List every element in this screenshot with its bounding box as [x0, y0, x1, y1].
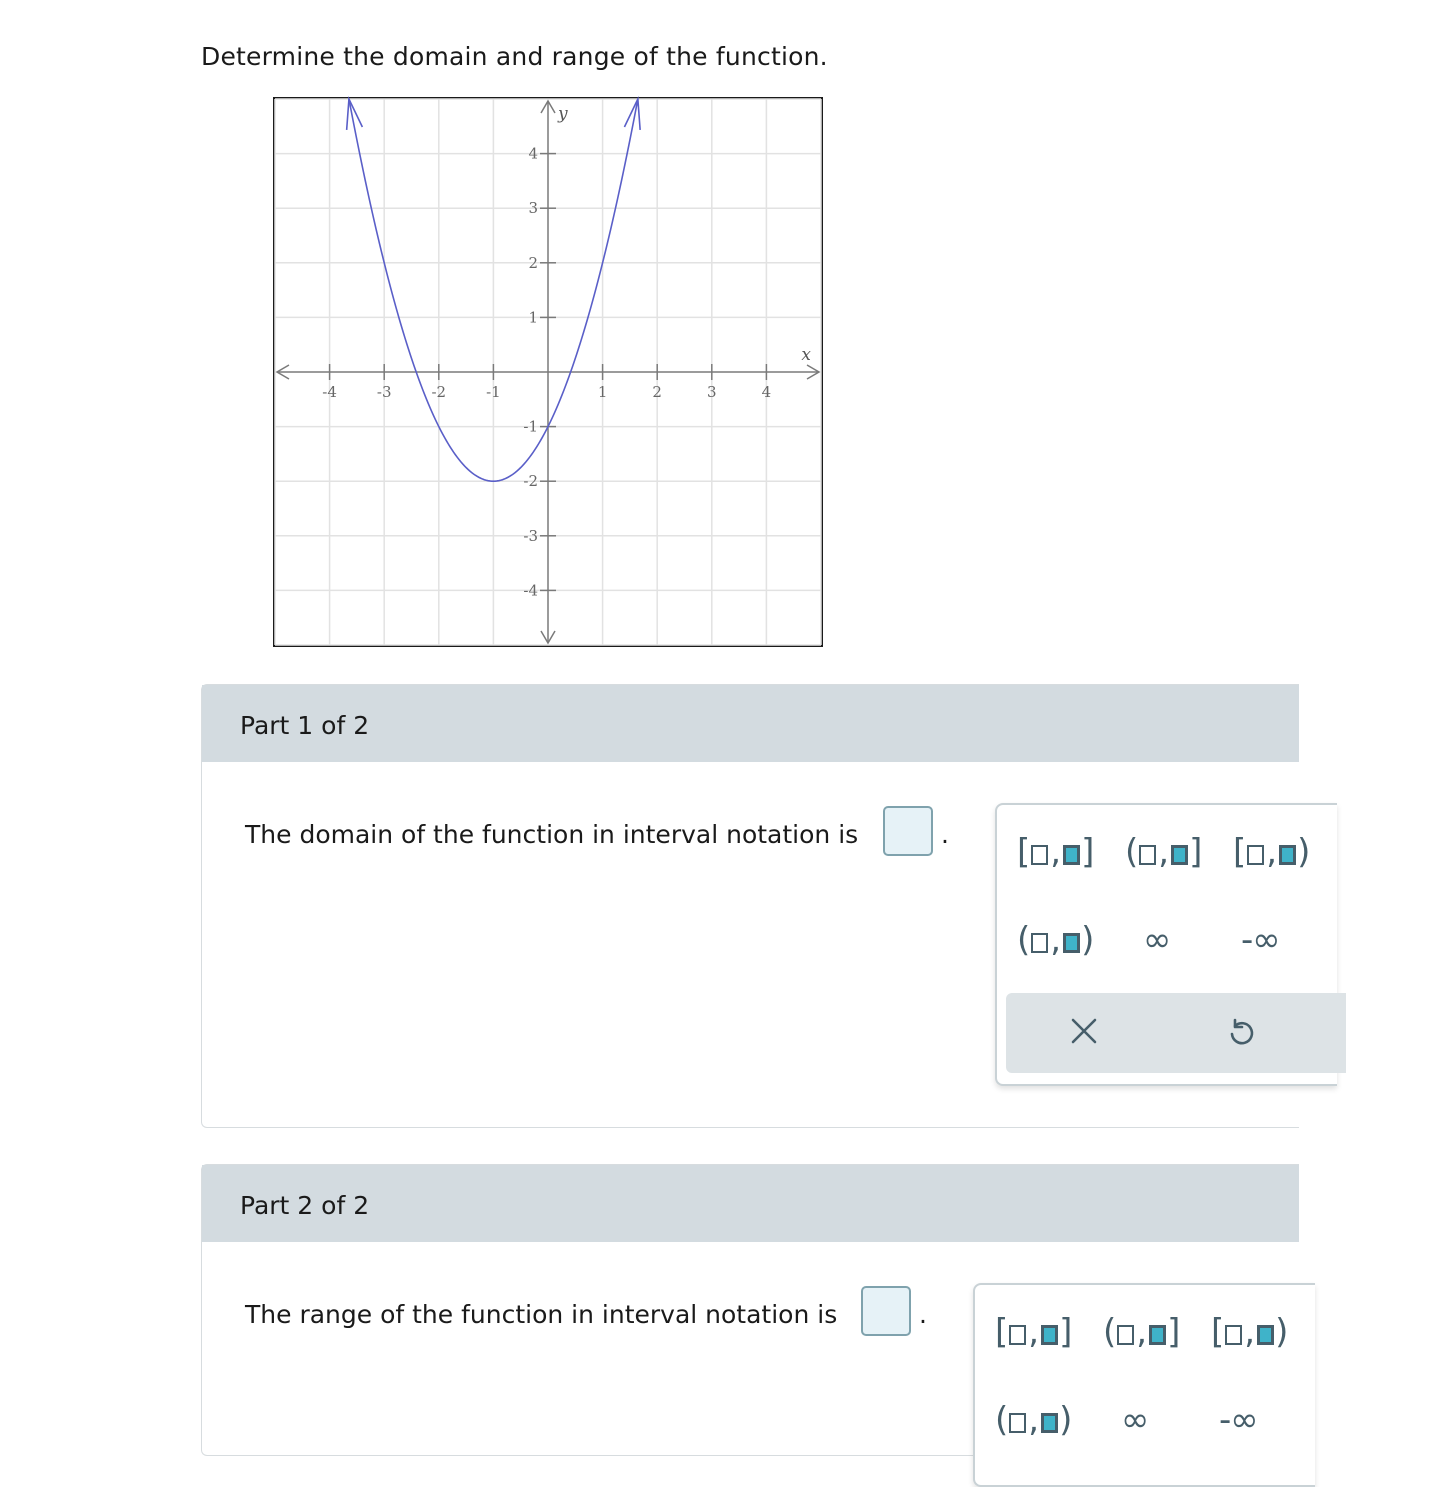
palette-key-closed-closed[interactable]: [ , ]	[995, 1312, 1073, 1352]
x-tick-label: 3	[707, 383, 717, 401]
domain-interval-palette	[995, 803, 1337, 1086]
clear-button[interactable]	[1006, 993, 1166, 1073]
domain-period: .	[941, 820, 949, 849]
close-icon	[1070, 1017, 1098, 1045]
palette-key-open-open[interactable]: ( , )	[1017, 920, 1095, 960]
palette-key-negative-infinity[interactable]: -∞	[1241, 920, 1280, 960]
x-tick-label: -3	[376, 383, 392, 401]
palette-key-closed-closed[interactable]: [ , ]	[1017, 832, 1095, 872]
y-tick-label: 4	[528, 144, 538, 163]
palette-key-open-closed[interactable]: ( , ]	[1125, 832, 1203, 872]
palette-key-negative-infinity[interactable]: -∞	[1219, 1400, 1258, 1440]
question-prompt: Determine the domain and range of the function.	[201, 42, 828, 71]
palette-key-open-closed[interactable]: ( , ]	[1103, 1312, 1181, 1352]
palette-key-open-open[interactable]: ( , )	[995, 1400, 1073, 1440]
undo-button[interactable]	[1162, 993, 1322, 1073]
x-tick-label: -2	[431, 383, 447, 401]
range-interval-palette	[973, 1283, 1315, 1487]
y-tick-label: -1	[523, 417, 538, 436]
graph-svg	[273, 97, 823, 647]
y-tick-label: -2	[523, 472, 538, 491]
part-1-panel	[201, 684, 1311, 1128]
y-axis-label: y	[558, 104, 568, 124]
range-period: .	[919, 1300, 927, 1329]
domain-question: The domain of the function in interval notation is	[245, 820, 859, 849]
x-tick-label: 1	[597, 383, 608, 401]
part-1-title: Part 1 of 2	[240, 711, 370, 740]
part-2-header	[202, 1165, 1299, 1242]
y-tick-label: -4	[523, 581, 538, 600]
palette-key-closed-open[interactable]: [ , )	[1233, 832, 1311, 872]
x-axis-label: x	[801, 345, 811, 365]
y-tick-label: 1	[528, 308, 538, 327]
undo-icon	[1226, 1017, 1256, 1049]
part-2-panel	[201, 1164, 1299, 1456]
x-tick-label: -1	[486, 383, 501, 401]
y-tick-label: -3	[523, 526, 538, 545]
palette-key-infinity[interactable]: ∞	[1121, 1400, 1149, 1440]
palette-key-closed-open[interactable]: [ , )	[1211, 1312, 1289, 1352]
y-tick-label: 3	[528, 199, 538, 218]
y-tick-label: 2	[528, 253, 538, 272]
range-answer-input[interactable]	[861, 1286, 911, 1336]
part-1-header	[202, 685, 1299, 762]
x-tick-label: 2	[652, 383, 662, 401]
palette-actions	[1006, 993, 1346, 1073]
function-graph	[273, 97, 823, 647]
range-question: The range of the function in interval notation is	[245, 1300, 838, 1329]
x-tick-label: -4	[322, 383, 337, 401]
part-2-title: Part 2 of 2	[240, 1191, 370, 1220]
domain-answer-input[interactable]	[883, 806, 933, 856]
x-tick-label: 4	[761, 383, 772, 401]
palette-key-infinity[interactable]: ∞	[1143, 920, 1171, 960]
